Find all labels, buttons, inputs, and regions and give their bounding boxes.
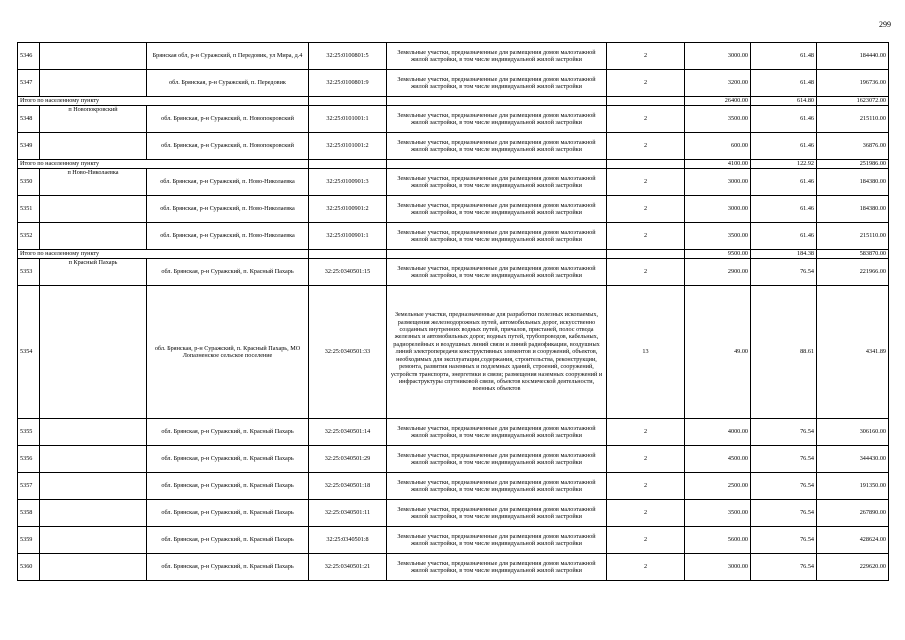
land-purpose-cell: Земельные участки, предназначенные для размещения домов малоэтажной жилой застройки, в том числе индивидуальной жилой застройки — [387, 473, 607, 500]
land-purpose-cell: Земельные участки, предназначенные для размещения домов малоэтажной жилой застройки, в том числе индивидуальной жилой застройки — [387, 133, 607, 160]
locality-cell — [40, 527, 147, 554]
subtotal-row — [18, 250, 889, 259]
row-number: 5355 — [18, 419, 40, 446]
cadastral-number-cell: 32:25:0340501:11 — [309, 500, 387, 527]
cadastral-number-cell: 32:25:0100801:9 — [309, 70, 387, 97]
cadastral-number-cell: 32:25:0340501:15 — [309, 259, 387, 286]
subtotal-rate: 122.92 — [751, 160, 817, 169]
address-cell: обл. Брянская, р-н Суражский, п. Ново-Николаевка — [147, 223, 309, 250]
address-cell: обл. Брянская, р-н Суражский, п. Передовик — [147, 70, 309, 97]
table-row — [18, 43, 889, 70]
rate-cell: 61.46 — [751, 133, 817, 160]
table-row — [18, 70, 889, 97]
purpose-group-cell: 2 — [607, 70, 685, 97]
cadastral-value-cell: 306160.00 — [817, 419, 889, 446]
address-cell: обл. Брянская, р-н Суражский, п. Красный Пахарь — [147, 473, 309, 500]
cadastral-number-cell: 32:25:0340501:21 — [309, 554, 387, 581]
land-purpose-cell: Земельные участки, предназначенные для размещения домов малоэтажной жилой застройки, в том числе индивидуальной жилой застройки — [387, 527, 607, 554]
table-row — [18, 259, 889, 286]
subtotal-empty-cell — [309, 250, 387, 259]
purpose-group-cell: 2 — [607, 106, 685, 133]
area-cell: 5600.00 — [685, 527, 751, 554]
purpose-group-cell: 2 — [607, 419, 685, 446]
land-purpose-cell: Земельные участки, предназначенные для размещения домов малоэтажной жилой застройки, в том числе индивидуальной жилой застройки — [387, 419, 607, 446]
cadastral-value-cell: 184440.00 — [817, 43, 889, 70]
table-row — [18, 286, 889, 419]
subtotal-rate: 614.80 — [751, 97, 817, 106]
area-cell: 49.00 — [685, 286, 751, 419]
area-cell: 3000.00 — [685, 554, 751, 581]
subtotal-label: Итого по населенному пункту — [18, 160, 309, 169]
area-cell: 4500.00 — [685, 446, 751, 473]
row-number: 5346 — [18, 43, 40, 70]
area-cell: 4000.00 — [685, 419, 751, 446]
cadastral-value-cell: 229620.00 — [817, 554, 889, 581]
cadastral-value-cell: 184380.00 — [817, 169, 889, 196]
cadastral-number-cell: 32:25:0340501:29 — [309, 446, 387, 473]
rate-cell: 61.48 — [751, 43, 817, 70]
subtotal-empty-cell — [309, 160, 387, 169]
subtotal-empty-cell — [387, 160, 607, 169]
table-row — [18, 106, 889, 133]
subtotal-rate: 184.38 — [751, 250, 817, 259]
table-row — [18, 500, 889, 527]
area-cell: 3500.00 — [685, 223, 751, 250]
cadastral-number-cell: 32:25:0340501:18 — [309, 473, 387, 500]
land-purpose-cell: Земельные участки, предназначенные для размещения домов малоэтажной жилой застройки, в том числе индивидуальной жилой застройки — [387, 223, 607, 250]
row-number: 5359 — [18, 527, 40, 554]
purpose-group-cell: 2 — [607, 527, 685, 554]
locality-cell — [40, 554, 147, 581]
subtotal-area: 4100.00 — [685, 160, 751, 169]
cadastral-value-cell: 196736.00 — [817, 70, 889, 97]
land-purpose-cell: Земельные участки, предназначенные для размещения домов малоэтажной жилой застройки, в том числе индивидуальной жилой застройки — [387, 169, 607, 196]
address-cell: обл. Брянская, р-н Суражский, п. Новопокровский — [147, 133, 309, 160]
address-cell: обл. Брянская, р-н Суражский, п. Ново-Николаевка — [147, 196, 309, 223]
table-row — [18, 419, 889, 446]
rate-cell: 61.46 — [751, 169, 817, 196]
locality-cell — [40, 473, 147, 500]
row-number: 5360 — [18, 554, 40, 581]
area-cell: 3000.00 — [685, 169, 751, 196]
subtotal-value: 1623072.00 — [817, 97, 889, 106]
purpose-group-cell: 13 — [607, 286, 685, 419]
rate-cell: 61.48 — [751, 70, 817, 97]
address-cell: обл. Брянская, р-н Суражский, п. Красный Пахарь — [147, 446, 309, 473]
locality-cell — [40, 133, 147, 160]
land-purpose-cell: Земельные участки, предназначенные для размещения домов малоэтажной жилой застройки, в том числе индивидуальной жилой застройки — [387, 196, 607, 223]
purpose-group-cell: 2 — [607, 259, 685, 286]
subtotal-value: 583870.00 — [817, 250, 889, 259]
cadastral-number-cell: 32:25:0101001:2 — [309, 133, 387, 160]
land-purpose-cell: Земельные участки, предназначенные для размещения домов малоэтажной жилой застройки, в том числе индивидуальной жилой застройки — [387, 106, 607, 133]
purpose-group-cell: 2 — [607, 169, 685, 196]
locality-cell — [40, 43, 147, 70]
address-cell: обл. Брянская, р-н Суражский, п. Красный Пахарь — [147, 527, 309, 554]
locality-cell — [40, 286, 147, 419]
locality-cell — [40, 419, 147, 446]
cadastral-value-cell: 36876.00 — [817, 133, 889, 160]
locality-cell — [40, 223, 147, 250]
row-number: 5350 — [18, 169, 40, 196]
table-row — [18, 527, 889, 554]
cadastral-number-cell: 32:25:0100901:2 — [309, 196, 387, 223]
rate-cell: 76.54 — [751, 446, 817, 473]
table-row — [18, 133, 889, 160]
rate-cell: 76.54 — [751, 473, 817, 500]
row-number: 5347 — [18, 70, 40, 97]
cadastral-number-cell: 32:25:0100901:1 — [309, 223, 387, 250]
purpose-group-cell: 2 — [607, 500, 685, 527]
cadastral-value-table — [17, 42, 889, 581]
land-purpose-cell: Земельные участки, предназначенные для размещения домов малоэтажной жилой застройки, в том числе индивидуальной жилой застройки — [387, 70, 607, 97]
cadastral-value-cell: 221966.00 — [817, 259, 889, 286]
row-number: 5354 — [18, 286, 40, 419]
cadastral-value-cell: 267890.00 — [817, 500, 889, 527]
subtotal-label: Итого по населенному пункту — [18, 250, 309, 259]
rate-cell: 88.61 — [751, 286, 817, 419]
address-cell: обл. Брянская, р-н Суражский, п. Красный Пахарь — [147, 554, 309, 581]
cadastral-number-cell: 32:25:0340501:8 — [309, 527, 387, 554]
cadastral-value-cell: 191350.00 — [817, 473, 889, 500]
purpose-group-cell: 2 — [607, 43, 685, 70]
locality-cell — [40, 500, 147, 527]
row-number: 5356 — [18, 446, 40, 473]
row-number: 5357 — [18, 473, 40, 500]
subtotal-empty-cell — [309, 97, 387, 106]
subtotal-label: Итого по населенному пункту — [18, 97, 309, 106]
row-number: 5353 — [18, 259, 40, 286]
purpose-group-cell: 2 — [607, 133, 685, 160]
row-number: 5348 — [18, 106, 40, 133]
cadastral-number-cell: 32:25:0340501:33 — [309, 286, 387, 419]
address-cell: обл. Брянская, р-н Суражский, п. Ново-Николаевка — [147, 169, 309, 196]
locality-cell — [40, 446, 147, 473]
subtotal-value: 251986.00 — [817, 160, 889, 169]
page-number: 299 — [879, 20, 891, 29]
address-cell: обл. Брянская, р-н Суражский, п. Красный Пахарь — [147, 500, 309, 527]
area-cell: 3500.00 — [685, 500, 751, 527]
address-cell: обл. Брянская, р-н Суражский, п. Красный Пахарь — [147, 259, 309, 286]
area-cell: 2900.00 — [685, 259, 751, 286]
cadastral-number-cell: 32:25:0340501:14 — [309, 419, 387, 446]
land-purpose-cell: Земельные участки, предназначенные для размещения домов малоэтажной жилой застройки, в том числе индивидуальной жилой застройки — [387, 259, 607, 286]
subtotal-row — [18, 97, 889, 106]
address-cell: обл. Брянская, р-н Суражский, п. Новопокровский — [147, 106, 309, 133]
address-cell: обл. Брянская, р-н Суражский, п. Красный Пахарь, МО Лопазненское сельское поселение — [147, 286, 309, 419]
subtotal-empty-cell — [607, 160, 685, 169]
area-cell: 3000.00 — [685, 43, 751, 70]
cadastral-value-cell: 184380.00 — [817, 196, 889, 223]
rate-cell: 76.54 — [751, 527, 817, 554]
locality-cell — [40, 70, 147, 97]
cadastral-number-cell: 32:25:0100801:5 — [309, 43, 387, 70]
subtotal-empty-cell — [607, 250, 685, 259]
rate-cell: 76.54 — [751, 419, 817, 446]
subtotal-empty-cell — [607, 97, 685, 106]
land-purpose-cell: Земельные участки, предназначенные для размещения домов малоэтажной жилой застройки, в том числе индивидуальной жилой застройки — [387, 43, 607, 70]
purpose-group-cell: 2 — [607, 473, 685, 500]
rate-cell: 61.46 — [751, 106, 817, 133]
table-row — [18, 169, 889, 196]
land-purpose-cell: Земельные участки, предназначенные для размещения домов малоэтажной жилой застройки, в том числе индивидуальной жилой застройки — [387, 500, 607, 527]
subtotal-row — [18, 160, 889, 169]
locality-cell: п Новопокровский — [40, 106, 147, 133]
area-cell: 2500.00 — [685, 473, 751, 500]
rate-cell: 76.54 — [751, 500, 817, 527]
address-cell: обл. Брянская, р-н Суражский, п. Красный Пахарь — [147, 419, 309, 446]
table-row — [18, 223, 889, 250]
locality-cell — [40, 196, 147, 223]
purpose-group-cell: 2 — [607, 446, 685, 473]
row-number: 5351 — [18, 196, 40, 223]
land-purpose-cell: Земельные участки, предназначенные для размещения домов малоэтажной жилой застройки, в том числе индивидуальной жилой застройки — [387, 446, 607, 473]
subtotal-empty-cell — [387, 250, 607, 259]
subtotal-empty-cell — [387, 97, 607, 106]
locality-cell: п Ново-Николаевка — [40, 169, 147, 196]
row-number: 5358 — [18, 500, 40, 527]
cadastral-value-cell: 428624.00 — [817, 527, 889, 554]
table-row — [18, 473, 889, 500]
area-cell: 600.00 — [685, 133, 751, 160]
cadastral-value-cell: 215110.00 — [817, 106, 889, 133]
table-row — [18, 446, 889, 473]
area-cell: 3000.00 — [685, 196, 751, 223]
address-cell: Брянская обл, р-н Суражский, п Передовик, ул Мира, д.4 — [147, 43, 309, 70]
cadastral-value-cell: 4341.89 — [817, 286, 889, 419]
purpose-group-cell: 2 — [607, 196, 685, 223]
area-cell: 3500.00 — [685, 106, 751, 133]
table-row — [18, 196, 889, 223]
purpose-group-cell: 2 — [607, 554, 685, 581]
subtotal-area: 9500.00 — [685, 250, 751, 259]
land-purpose-cell: Земельные участки, предназначенные для разработки полезных ископаемых, размещения железнодорожных путей, автомобильных дорог, искусственно созданных внутренних водных путей, причалов, пристаней, полос отвода железных и автомобильных дорог, водных путей, трубопроводов, кабельных, радиорелейных и воздушных линий связи и линий радиофикации, воздушных линий электропередачи конструктивных элементов и сооружений, объектов, необходимых для эксплуатации,содержания, строительства, реконструкции, ремонта, развития наземных и подземных зданий, строений, сооружений, устройств транспорта, энергетики и связи; размещения наземных сооружений и инфраструктуры спутниковой связи, объектов космической деятельности, военных объектов — [387, 286, 607, 419]
cadastral-value-cell: 344430.00 — [817, 446, 889, 473]
land-purpose-cell: Земельные участки, предназначенные для размещения домов малоэтажной жилой застройки, в том числе индивидуальной жилой застройки — [387, 554, 607, 581]
rate-cell: 61.46 — [751, 223, 817, 250]
table-row — [18, 554, 889, 581]
rate-cell: 76.54 — [751, 554, 817, 581]
rate-cell: 61.46 — [751, 196, 817, 223]
area-cell: 3200.00 — [685, 70, 751, 97]
purpose-group-cell: 2 — [607, 223, 685, 250]
row-number: 5349 — [18, 133, 40, 160]
locality-cell: п Красный Пахарь — [40, 259, 147, 286]
row-number: 5352 — [18, 223, 40, 250]
cadastral-number-cell: 32:25:0101001:1 — [309, 106, 387, 133]
cadastral-value-cell: 215110.00 — [817, 223, 889, 250]
subtotal-area: 26400.00 — [685, 97, 751, 106]
rate-cell: 76.54 — [751, 259, 817, 286]
cadastral-number-cell: 32:25:0100901:3 — [309, 169, 387, 196]
